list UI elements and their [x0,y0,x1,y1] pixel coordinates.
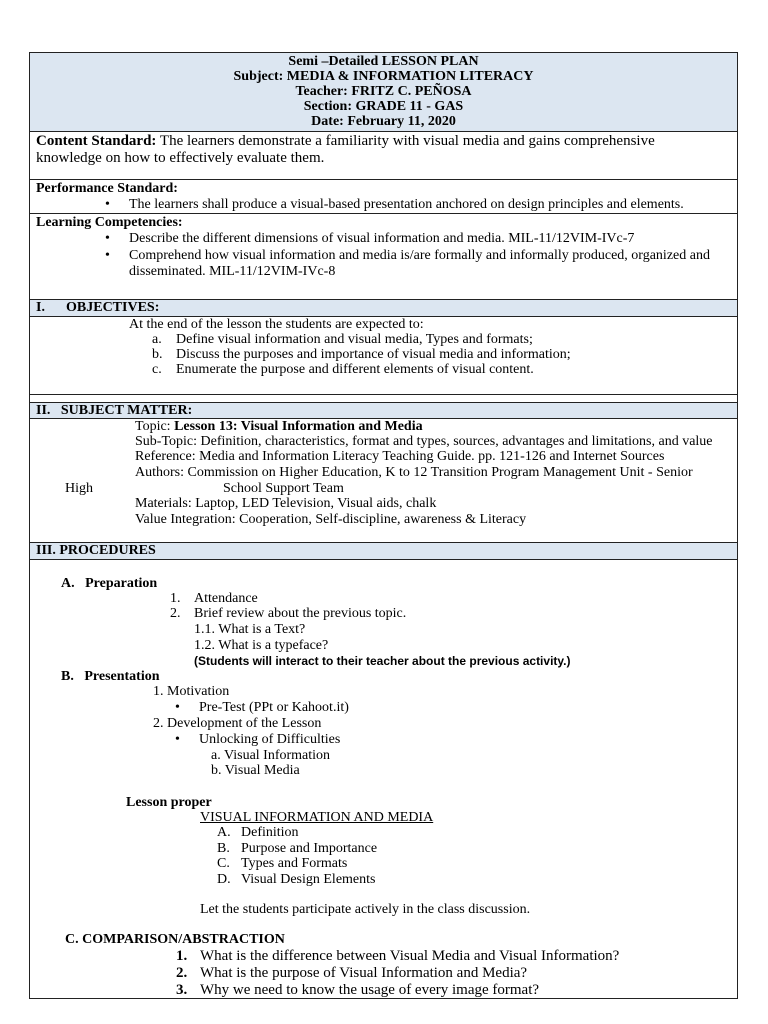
content-standard-line2: knowledge on how to effectively evaluate them. [36,150,325,166]
review-question: 1.1. What is a Text? [194,622,306,637]
lesson-proper-marker: B. [217,841,230,856]
subject-matter-header [30,402,737,419]
preparation-item: Attendance [194,591,258,606]
subtopic-line: Sub-Topic: Definition, characteristics, format and types, sources, advantages and limitations, and value [135,434,713,449]
objective-marker: a. [152,332,162,347]
header-teacher: Teacher: FRITZ C. PEÑOSA [295,84,472,99]
competency-item: • Comprehend how visual information and media is/are formally and informally produced, organized and [129,248,710,264]
unlocking-sub-item: a. Visual Information [211,748,331,763]
topic-value: Lesson 13: Visual Information and Media [174,419,423,434]
comparison-question: Why we need to know the usage of every image format? [200,982,540,998]
objectives-title: OBJECTIVES: [66,300,160,315]
topic-line [135,419,423,435]
comparison-question: What is the difference between Visual Media and Visual Information? [200,948,620,964]
reference-line: Reference: Media and Information Literacy Teaching Guide. pp. 121-126 and Internet Sources [135,449,665,464]
review-note: (Students will interact to their teacher about the previous activity.) [194,654,571,668]
competency-item: • Describe the different dimensions of visual information and media. MIL-11/12VIM-IVc-7 [129,231,634,247]
objectives-body [30,317,737,395]
header-subject: Subject: MEDIA & INFORMATION LITERACY [233,69,534,84]
motivation-line: 1. Motivation [153,684,230,699]
lesson-proper-marker: C. [217,856,230,871]
comparison-marker: 3. [176,982,188,998]
lesson-proper-title: VISUAL INFORMATION AND MEDIA [200,810,434,825]
preparation-item: Brief review about the previous topic. [194,606,407,621]
performance-standard-block [30,180,737,214]
review-question: 1.2. What is a typeface? [194,638,329,653]
development-line: 2. Development of the Lesson [153,716,322,731]
lesson-proper-item: Purpose and Importance [241,841,378,856]
procedures-body [30,560,737,998]
value-integration-line: Value Integration: Cooperation, Self-discipline, awareness & Literacy [135,512,527,527]
lesson-proper-item: Types and Formats [241,856,348,871]
comparison-label: C. COMPARISON/ABSTRACTION [65,932,285,947]
unlocking-sub-item: b. Visual Media [211,763,300,778]
comparison-question: What is the purpose of Visual Information and Media? [200,965,528,981]
learning-competencies-label: Learning Competencies: [36,215,183,230]
comparison-marker: 2. [176,965,188,981]
objective-item: Enumerate the purpose and different elements of visual content. [176,362,534,377]
authors-line: Authors: Commission on Higher Education, K to 12 Transition Program Management Unit - Senior [135,465,693,480]
preparation-marker: 1. [170,591,181,606]
preparation-marker: 2. [170,606,181,621]
performance-standard-item: • The learners shall produce a visual-based presentation anchored on design principles and elements. [129,197,684,213]
objectives-intro: At the end of the lesson the students are expected to: [129,317,424,332]
objective-marker: b. [152,347,163,362]
unlocking-item: • Unlocking of Difficulties [199,732,340,748]
objectives-header [30,300,737,317]
participation-note: Let the students participate actively in the class discussion. [200,902,531,917]
learning-competencies-block [30,214,737,300]
objective-item: Define visual information and visual media, Types and formats; [176,332,533,347]
procedures-header [30,543,737,560]
competency-item-continued: disseminated. MIL-11/12VIM-IVc-8 [129,264,336,279]
header-section: Section: GRADE 11 - GAS [303,99,464,114]
performance-standard-label: Performance Standard: [36,181,178,196]
subject-matter-body [30,419,737,543]
materials-line: Materials: Laptop, LED Television, Visual aids, chalk [135,496,437,511]
header-title: Semi –Detailed LESSON PLAN [288,54,479,69]
pretest-item: • Pre-Test (PPt or Kahoot.it) [199,700,349,716]
subject-matter-side-label: High [65,481,93,496]
comparison-marker: 1. [176,948,188,964]
objectives-number: I. [36,300,45,315]
objective-marker: c. [152,362,162,377]
authors-line-continued: School Support Team [223,481,344,496]
lesson-proper-marker: A. [217,825,231,840]
objective-item: Discuss the purposes and importance of visual media and information; [176,347,571,362]
content-standard-block [30,132,737,180]
lesson-proper-marker: D. [217,872,231,887]
header-date: Date: February 11, 2020 [311,114,456,129]
presentation-label: B. Presentation [61,669,160,684]
procedures-title: III. PROCEDURES [36,543,156,558]
lesson-proper-label: Lesson proper [126,795,212,810]
header-block [30,53,737,132]
lesson-plan-document [29,52,738,999]
content-standard-text: The learners demonstrate a familiarity with visual media and gains comprehensive [156,133,655,149]
topic-label: Topic: [135,419,175,434]
lesson-proper-item: Visual Design Elements [241,872,376,887]
content-standard-line1 [36,133,655,149]
subject-matter-title: II. SUBJECT MATTER: [36,403,193,418]
lesson-proper-item: Definition [241,825,299,840]
content-standard-label: Content Standard: [36,133,157,149]
preparation-label: A. Preparation [61,576,158,591]
